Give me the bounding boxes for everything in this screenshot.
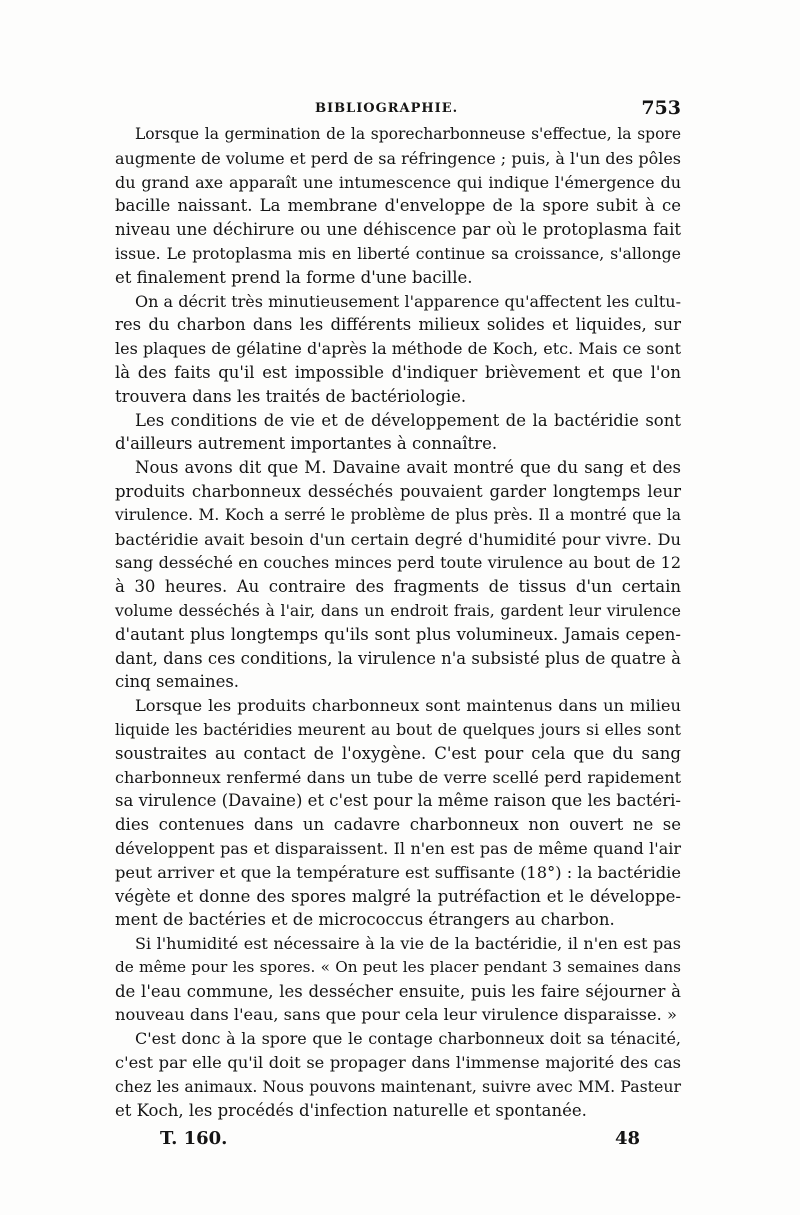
running-title: BIBLIOGRAPHIE. xyxy=(315,101,459,116)
text-line: produits charbonneux desséchés pouvaient garder longtemps leur xyxy=(115,481,681,501)
text-line: trouvera dans les traités de bactériologie. xyxy=(115,386,467,406)
text-line: du grand axe apparaît une intumescence qui indique l'émergence du xyxy=(115,172,681,192)
text-line: Lorsque la germination de la sporecharbonneuse s'effectue, la spore xyxy=(135,125,681,143)
text-line: bactéridie avait besoin d'un certain degré d'humidité pour vivre. Du xyxy=(115,529,681,549)
text-line: sa virulence (Davaine) et c'est pour la même raison que les bactéri- xyxy=(115,791,681,811)
text-line: charbonneux renfermé dans un tube de verre scellé perd rapidement xyxy=(115,767,681,787)
sheet-number: 48 xyxy=(615,1128,641,1150)
text-line: de l'eau commune, les dessécher ensuite, puis les faire séjourner à xyxy=(115,981,681,1001)
text-line: C'est donc à la spore que le contage charbonneux doit sa ténacité, xyxy=(135,1029,681,1049)
text-line: ment de bactéries et de micrococcus étrangers au charbon. xyxy=(115,910,615,930)
text-line: dant, dans ces conditions, la virulence n'a subsisté plus de quatre à xyxy=(115,648,681,668)
text-line: On a décrit très minutieusement l'apparence qu'affectent les cultu- xyxy=(135,291,681,311)
text-line: et Koch, les procédés d'infection naturelle et spontanée. xyxy=(115,1100,587,1120)
text-line: à 30 heures. Au contraire des fragments de tissus d'un certain xyxy=(115,577,681,597)
text-line: cinq semaines. xyxy=(115,672,240,692)
text-line: nouveau dans l'eau, sans que pour cela leur virulence disparaisse. » xyxy=(115,1005,677,1025)
text-line: peut arriver et que la température est suffisante (18°) : la bactéridie xyxy=(115,862,681,882)
text-line: bacille naissant. La membrane d'enveloppe de la spore subit à ce xyxy=(115,196,681,216)
text-line: chez les animaux. Nous pouvons maintenant, suivre avec MM. Pasteur xyxy=(115,1076,681,1096)
text-line: liquide les bactéridies meurent au bout de quelques jours si elles sont xyxy=(115,719,681,739)
text-line: niveau une déchirure ou une déhiscence par où le protoplasma fait xyxy=(115,220,681,240)
paragraph-conditions xyxy=(115,409,681,457)
text-line: et finalement prend la forme d'une bacille. xyxy=(115,267,473,287)
text-line: d'autant plus longtemps qu'ils sont plus volumineux. Jamais cepen- xyxy=(115,624,681,644)
text-line: sang desséché en couches minces perd toute virulence au bout de 12 xyxy=(115,553,681,573)
text-line: les plaques de gélatine d'après la méthode de Koch, etc. Mais ce sont xyxy=(115,339,681,359)
text-line: végète et donne des spores malgré la putréfaction et le développe- xyxy=(115,886,681,906)
page-header xyxy=(115,97,681,123)
text-line: issue. Le protoplasma mis en liberté continue sa croissance, s'allonge xyxy=(115,243,681,263)
paragraph-germination xyxy=(115,123,681,290)
text-line: là des faits qu'il est impossible d'indiquer brièvement et que l'on xyxy=(115,362,681,382)
text-line: Les conditions de vie et de développement de la bactéridie sont xyxy=(135,410,681,430)
text-line: d'ailleurs autrement importantes à connaître. xyxy=(115,434,498,454)
signature-mark: T. 160. xyxy=(160,1128,228,1150)
page-number: 753 xyxy=(641,97,681,119)
page-footer xyxy=(115,1124,681,1154)
text-line: c'est par elle qu'il doit se propager dans l'immense majorité des cas xyxy=(115,1053,681,1073)
paragraph-liquid xyxy=(115,694,681,932)
text-line: Si l'humidité est nécessaire à la vie de la bactéridie, il n'en est pas xyxy=(135,934,681,954)
paragraph-contage xyxy=(115,1027,681,1122)
text-line: développent pas et disparaissent. Il n'en est pas de même quand l'air xyxy=(115,838,681,858)
paragraph-spores xyxy=(115,932,681,1027)
text-line: dies contenues dans un cadavre charbonneux non ouvert ne se xyxy=(115,815,681,835)
text-line: Lorsque les produits charbonneux sont maintenus dans un milieu xyxy=(135,696,681,716)
text-line: de même pour les spores. « On peut les placer pendant 3 semaines dans xyxy=(115,957,681,976)
text-line: augmente de volume et perd de sa réfringence ; puis, à l'un des pôles xyxy=(115,148,681,168)
text-line: Nous avons dit que M. Davaine avait montré que du sang et des xyxy=(135,458,681,478)
paragraph-virulence xyxy=(115,456,681,694)
text-line: soustraites au contact de l'oxygène. C'est pour cela que du sang xyxy=(115,743,681,763)
text-line: volume desséchés à l'air, dans un endroit frais, gardent leur virulence xyxy=(115,600,681,620)
text-line: virulence. M. Koch a serré le problème de plus près. Il a montré que la xyxy=(115,505,681,524)
text-block xyxy=(115,97,681,1154)
paragraph-cultures xyxy=(115,290,681,409)
text-line: res du charbon dans les différents milieux solides et liquides, sur xyxy=(115,315,681,335)
